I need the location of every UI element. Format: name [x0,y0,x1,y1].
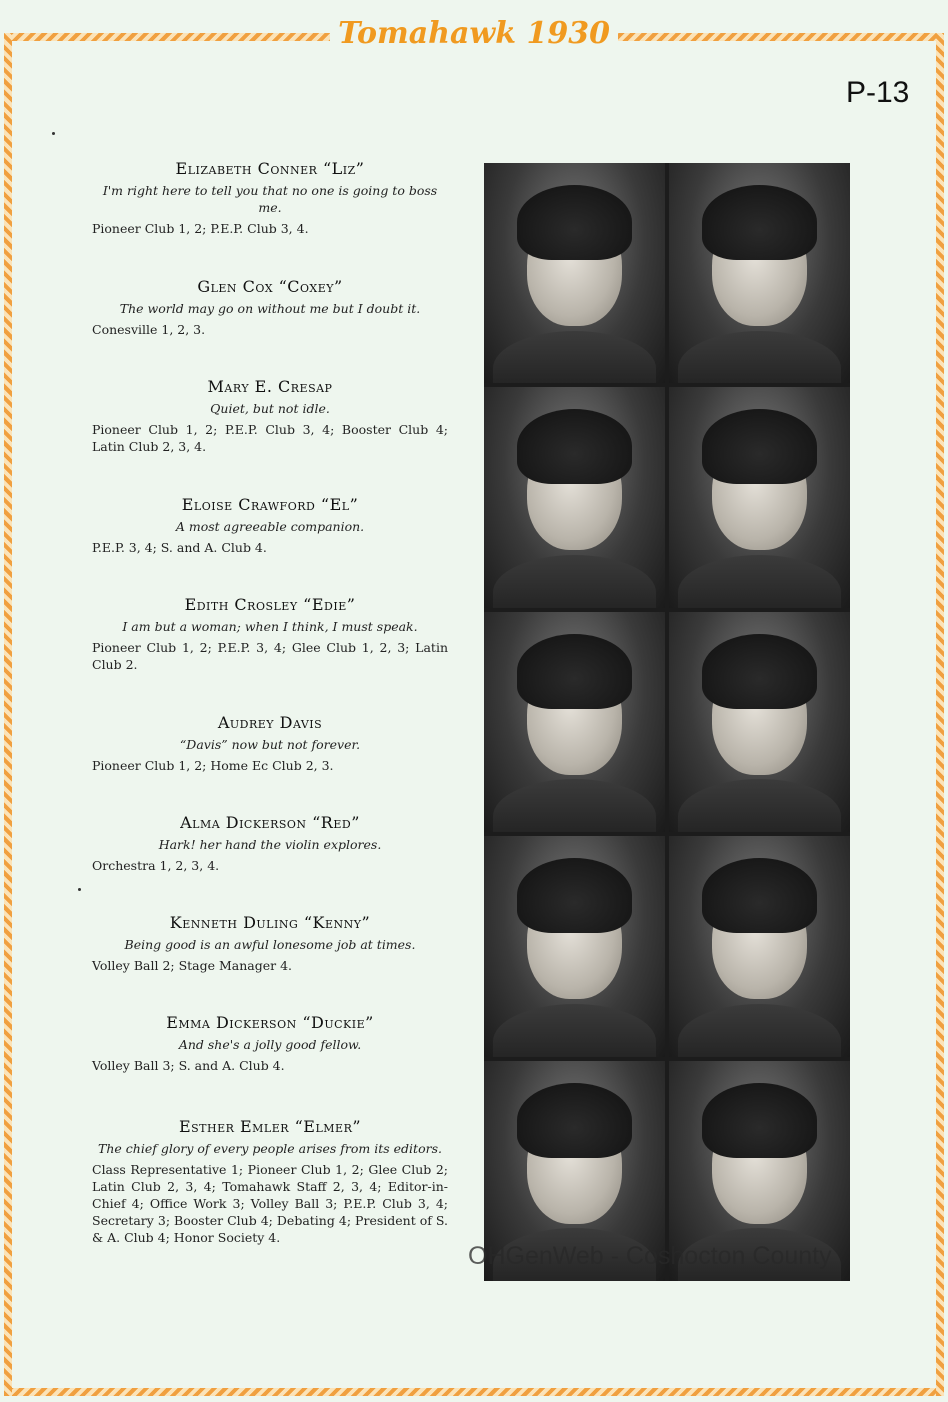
senior-activities: Volley Ball 2; Stage Manager 4. [92,958,293,973]
print-speck [78,888,81,891]
portrait-photo [484,163,665,383]
senior-quote: A most agreeable companion. [175,519,365,534]
decorative-border-bottom [8,1388,940,1396]
senior-entry [92,912,448,974]
senior-quote: The world may go on without me but I doubt it. [119,301,421,316]
senior-name: Elizabeth Conner “Liz” [175,159,365,178]
senior-quote: Being good is an awful lonesome job at times. [124,937,416,952]
senior-entry [92,158,448,237]
yearbook-title: Tomahawk 1930 [0,14,948,54]
portrait-grid [484,163,850,1281]
portrait-photo [484,387,665,607]
senior-quote: And she's a jolly good fellow. [178,1037,362,1052]
senior-name: Audrey Davis [217,713,323,732]
senior-name: Mary E. Cresap [207,377,333,396]
senior-activities: Orchestra 1, 2, 3, 4. [92,858,220,873]
senior-name: Glen Cox “Coxey” [197,277,343,296]
decorative-border-right [936,33,944,1396]
watermark: OHGenWeb - Coshocton County [468,1242,832,1270]
portrait-photo [669,612,850,832]
senior-entry [92,812,448,874]
senior-activities: Pioneer Club 1, 2; P.E.P. 3, 4; Glee Club 1, 2, 3; Latin Club 2. [92,640,448,672]
senior-name: Edith Crosley “Edie” [184,595,356,614]
senior-quote: The chief glory of every people arises from its editors. [98,1141,442,1156]
senior-quote: “Davis” now but not forever. [179,737,361,752]
senior-activities: Pioneer Club 1, 2; P.E.P. Club 3, 4. [92,221,309,236]
senior-quote: I am but a woman; when I think, I must speak. [122,619,418,634]
decorative-border-left [4,33,12,1396]
senior-entry [92,1116,448,1246]
print-speck [52,132,55,135]
portrait-photo [669,836,850,1056]
senior-quote: Hark! her hand the violin explores. [158,837,382,852]
senior-entry [92,376,448,455]
senior-name: Eloise Crawford “El” [181,495,359,514]
senior-entry [92,494,448,556]
senior-activities: Conesville 1, 2, 3. [92,322,206,337]
senior-activities: Pioneer Club 1, 2; Home Ec Club 2, 3. [92,758,334,773]
portrait-photo [669,163,850,383]
portrait-photo [484,836,665,1056]
senior-name: Emma Dickerson “Duckie” [166,1013,374,1032]
portrait-photo [484,612,665,832]
senior-quote: Quiet, but not idle. [210,401,330,416]
senior-activities: Pioneer Club 1, 2; P.E.P. Club 3, 4; Booster Club 4; Latin Club 2, 3, 4. [92,422,448,454]
senior-activities: Class Representative 1; Pioneer Club 1, 2; Glee Club 2; Latin Club 2, 3, 4; Tomahawk Staff 2, 3, 4; Editor-in-Chief 4; Office Work 3; Volley Ball 3; P.E.P. Club 3, 4; Secretary 3; Booster Club 4; Debating 4; President of S. & A. Club 4; Honor Society 4. [92,1162,448,1245]
senior-activities: Volley Ball 3; S. and A. Club 4. [92,1058,285,1073]
senior-name: Kenneth Duling “Kenny” [169,913,371,932]
senior-name: Esther Emler “Elmer” [178,1117,362,1136]
senior-entry [92,1012,448,1074]
senior-name: Alma Dickerson “Red” [180,813,360,832]
senior-entry [92,712,448,774]
senior-activities: P.E.P. 3, 4; S. and A. Club 4. [92,540,267,555]
senior-quote: I'm right here to tell you that no one is going to boss me. [102,183,438,215]
senior-entry [92,594,448,673]
senior-entry [92,276,448,338]
page-number: P-13 [846,76,910,109]
portrait-photo [669,387,850,607]
